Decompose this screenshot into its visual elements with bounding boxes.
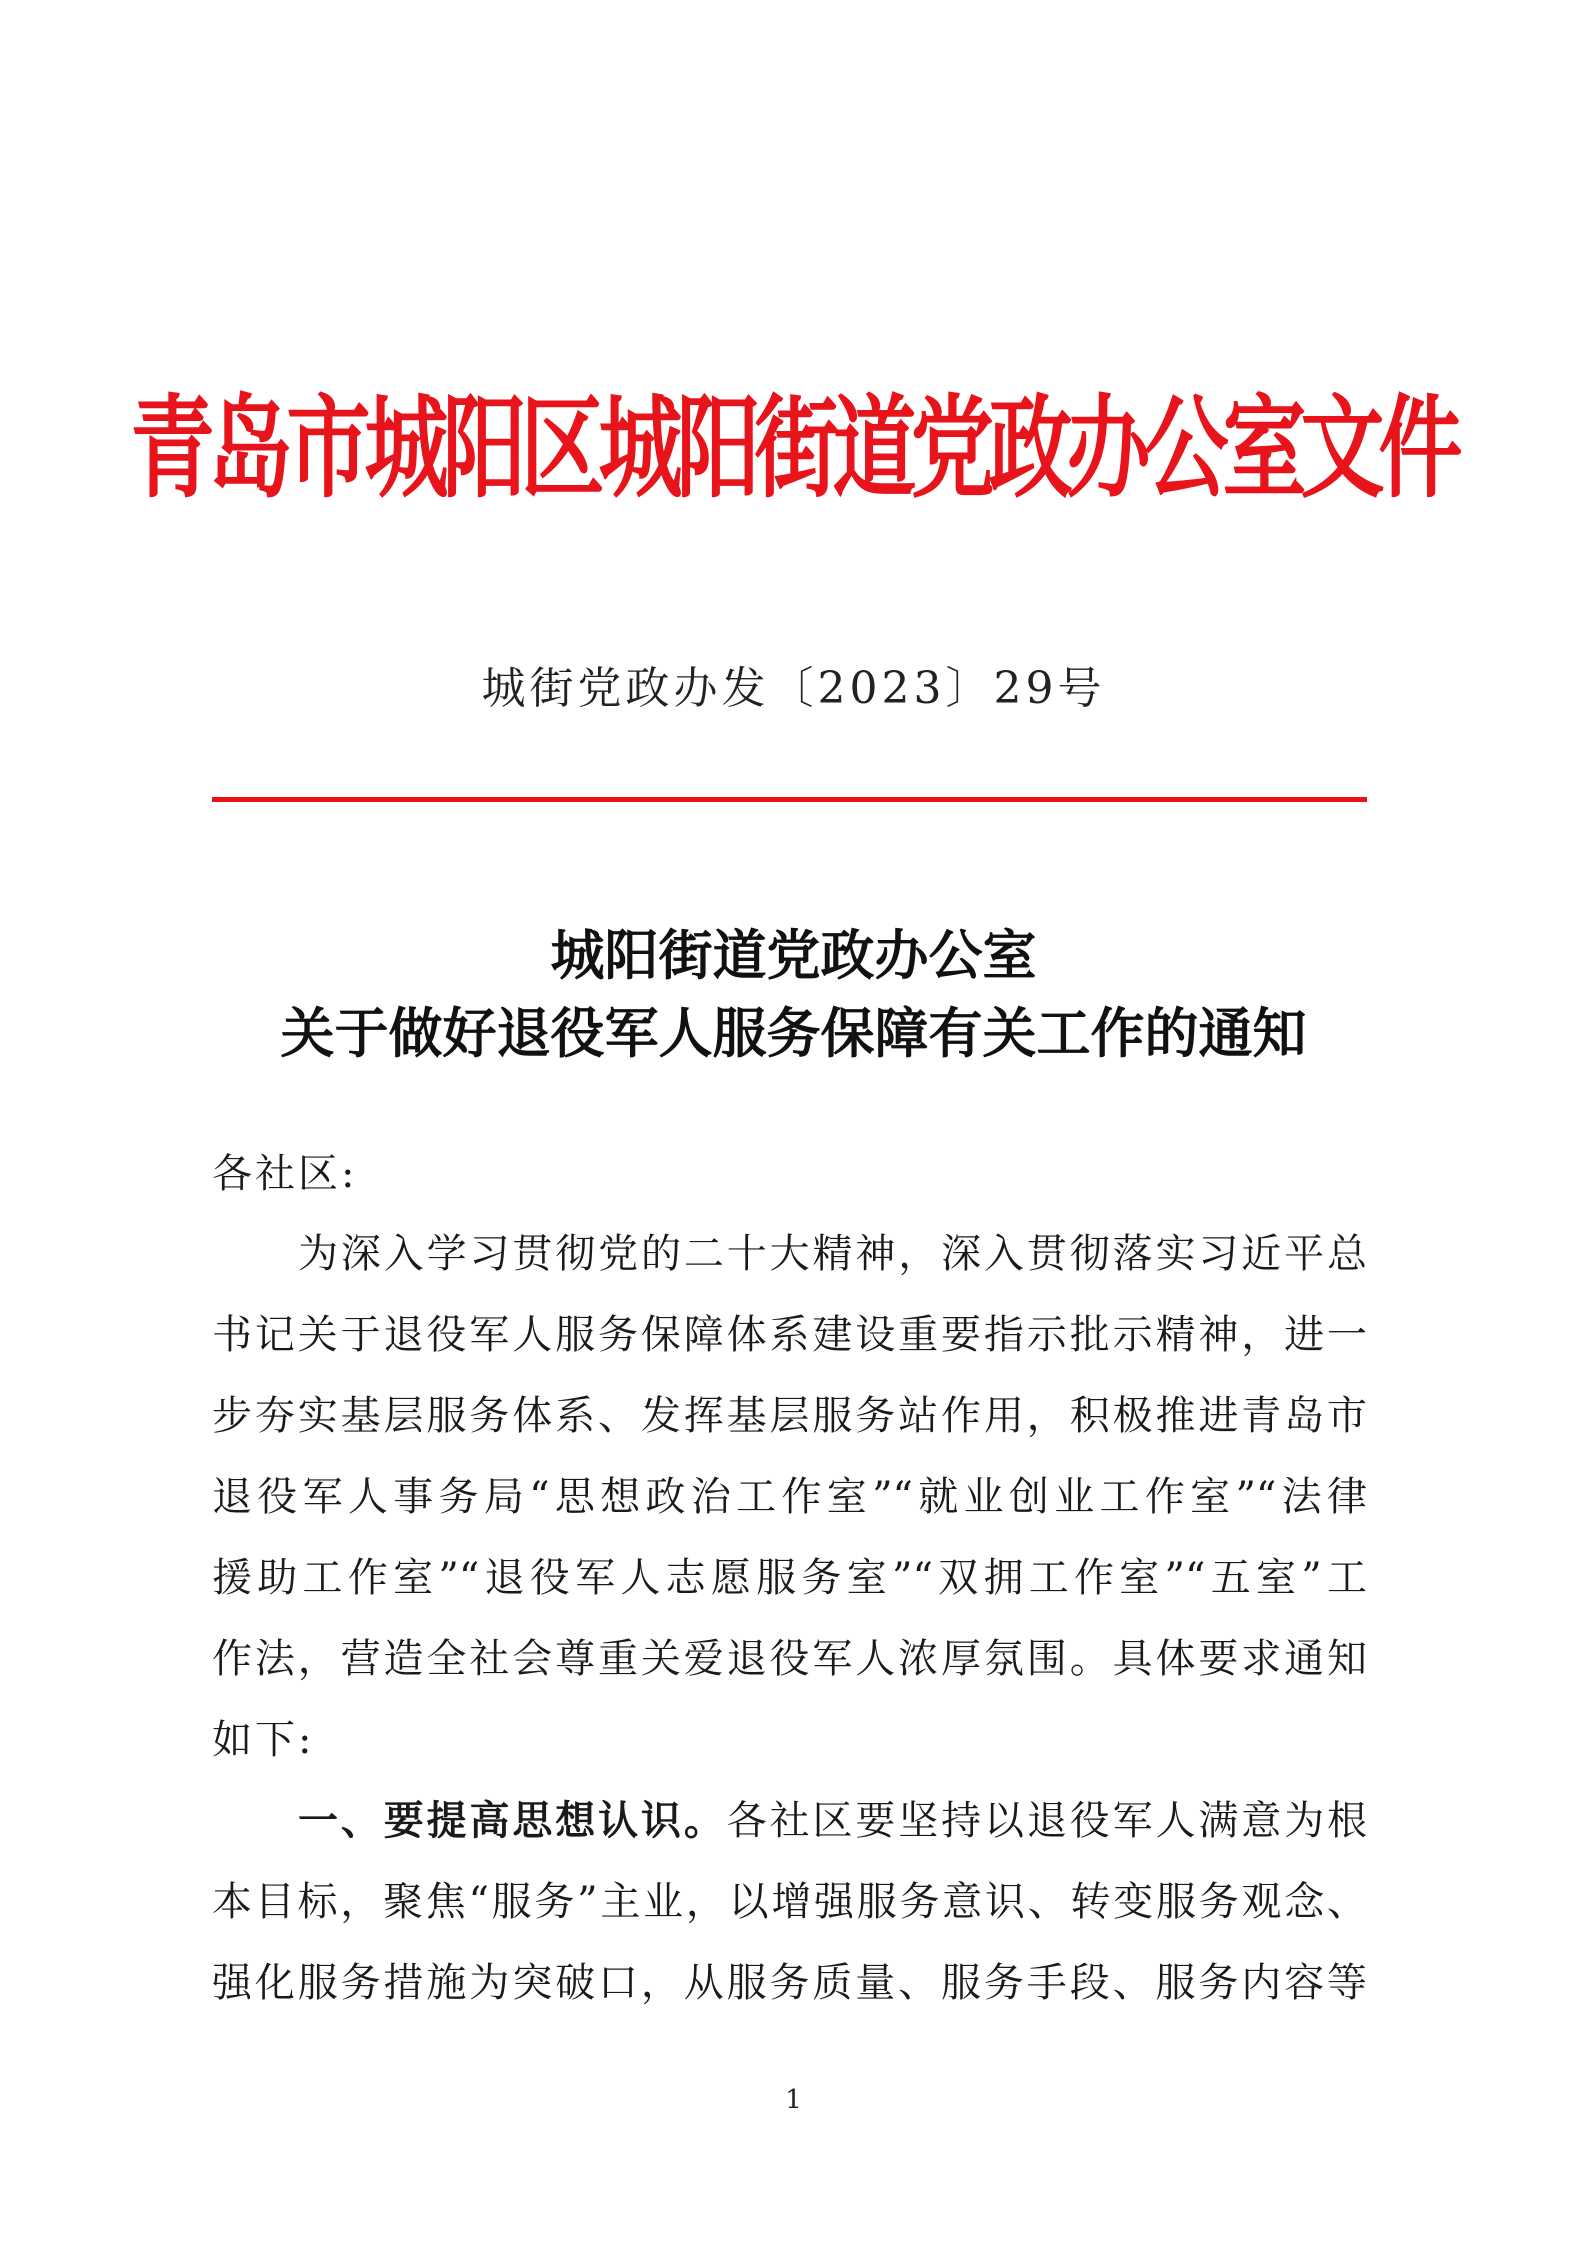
body-line: 援助工作室”“退役军人志愿服务室”“双拥工作室”“五室”工: [212, 1555, 1367, 1601]
red-divider: [212, 797, 1367, 802]
notice-title-line-2: 关于做好退役军人服务保障有关工作的通知: [280, 1001, 1307, 1065]
salutation: 各社区:: [212, 1151, 358, 1197]
document-number: 城街党政办发〔2023〕29号: [481, 663, 1106, 714]
body-line: 如下:: [212, 1717, 315, 1763]
page-number: 1: [785, 2085, 802, 2115]
body-line: 强化服务措施为突破口，从服务质量、服务手段、服务内容等: [212, 1960, 1367, 2006]
body-line: 作法，营造全社会尊重关爱退役军人浓厚氛围。具体要求通知: [212, 1636, 1367, 1682]
body-line: 步夯实基层服务体系、发挥基层服务站作用，积极推进青岛市: [212, 1393, 1367, 1439]
notice-title-line-1: 城阳街道党政办公室: [550, 923, 1037, 987]
section-1-text: 各社区要坚持以退役军人满意为根: [726, 1798, 1367, 1844]
body-line: 书记关于退役军人服务保障体系建设重要指示批示精神，进一: [212, 1312, 1367, 1358]
section-1-first-line: [212, 1789, 1367, 1849]
org-header-title: 青岛市城阳区城阳街道党政办公室文件: [130, 382, 1457, 514]
body-line: 为深入学习贯彻党的二十大精神，深入贯彻落实习近平总: [298, 1231, 1367, 1277]
section-1-heading: 一、要提高思想认识。: [298, 1797, 727, 1844]
body-line: 本目标，聚焦“服务”主业，以增强服务意识、转变服务观念、: [212, 1879, 1367, 1925]
body-line: 退役军人事务局“思想政治工作室”“就业创业工作室”“法律: [212, 1474, 1367, 1520]
